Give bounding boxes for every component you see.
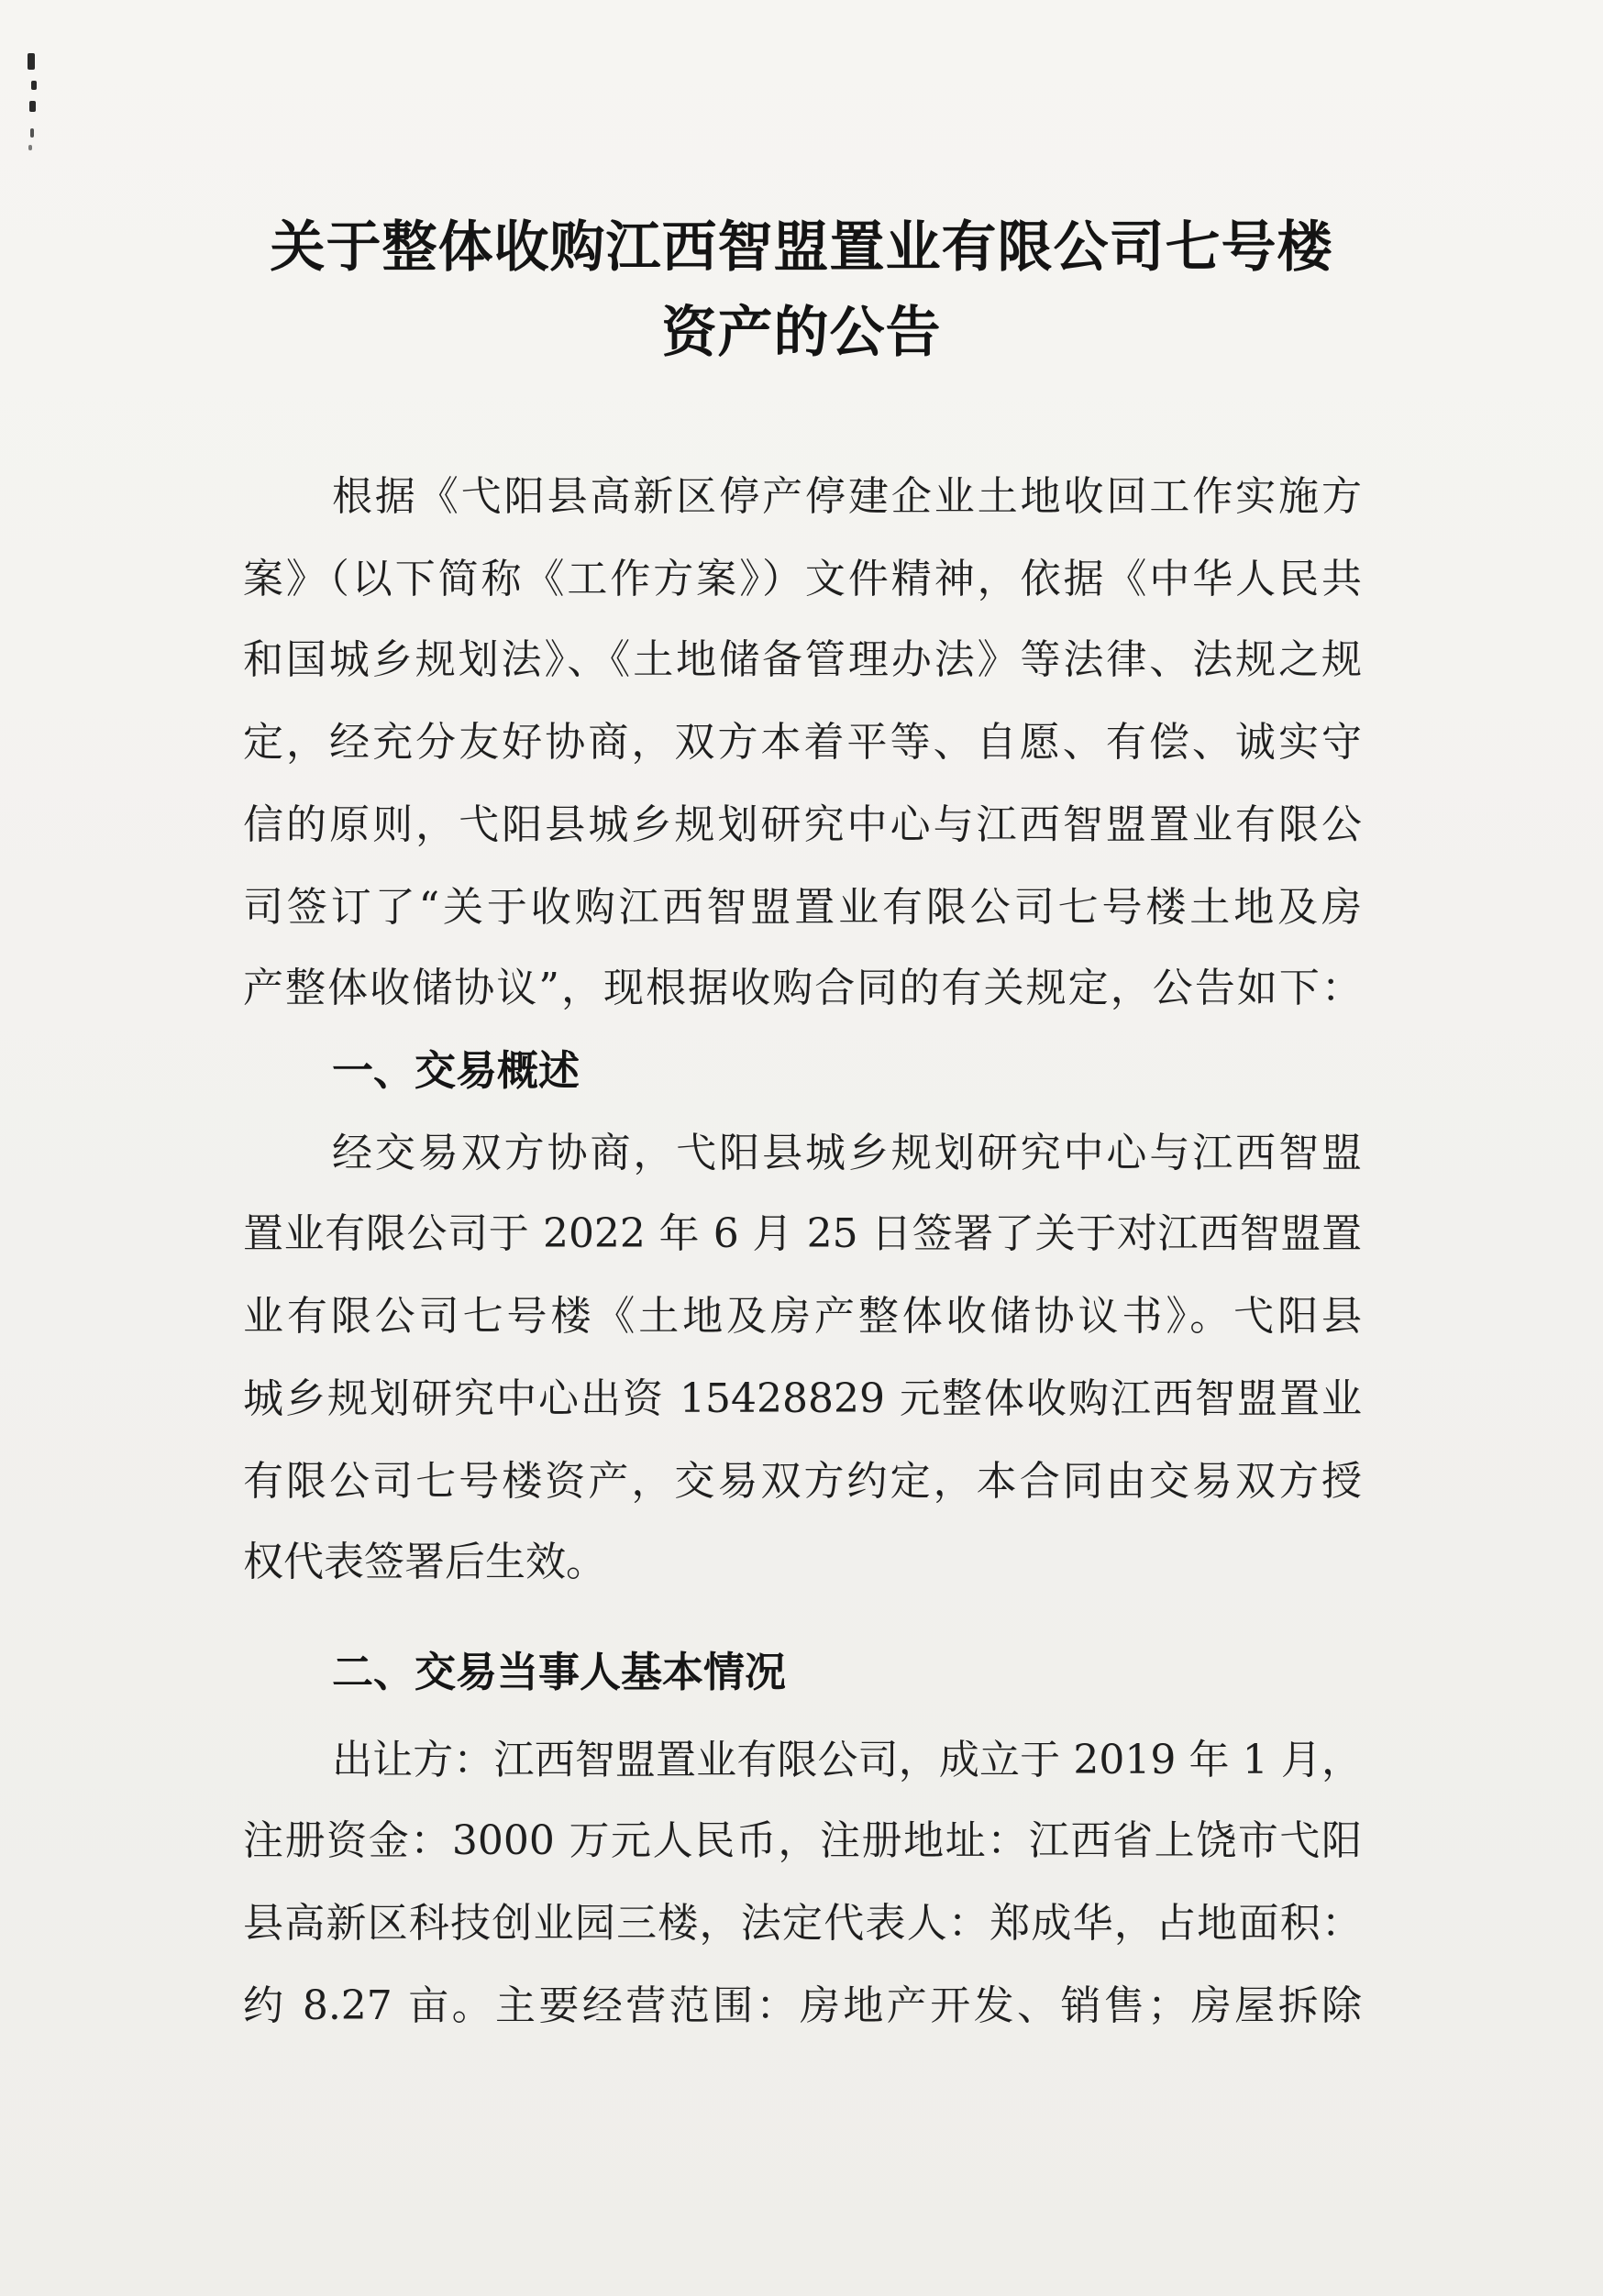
paragraph-line: 案》（以下简称《工作方案》）文件精神，依据《中华人民共 [243, 556, 1362, 602]
paragraph-line: 注册资金：3000 万元人民币，注册地址：江西省上饶市弋阳 [243, 1817, 1362, 1864]
document-title-line-2: 资产的公告 [661, 301, 942, 365]
paragraph-line: 出让方：江西智盟置业有限公司，成立于 2019 年 1 月， [332, 1737, 1362, 1783]
binding-mark [28, 145, 32, 150]
paragraph-line: 权代表签署后生效。 [243, 1539, 606, 1585]
paragraph-line: 产整体收储协议”，现根据收购合同的有关规定，公告如下： [243, 965, 1362, 1011]
binding-mark [30, 128, 34, 138]
binding-mark [29, 101, 36, 112]
paragraph-line: 司签订了“关于收购江西智盟置业有限公司七号楼土地及房 [243, 884, 1362, 931]
section-heading-2: 二、交易当事人基本情况 [332, 1648, 787, 1696]
paragraph-line: 城乡规划研究中心出资 15428829 元整体收购江西智盟置业 [243, 1375, 1362, 1422]
paragraph-line: 定，经充分友好协商，双方本着平等、自愿、有偿、诚实守 [243, 719, 1362, 766]
paragraph-line: 经交易双方协商，弋阳县城乡规划研究中心与江西智盟 [332, 1130, 1362, 1176]
paragraph-line: 有限公司七号楼资产，交易双方约定，本合同由交易双方授 [243, 1458, 1362, 1505]
paragraph-line: 县高新区科技创业园三楼，法定代表人：郑成华，占地面积： [243, 1900, 1362, 1947]
paragraph-line: 置业有限公司于 2022 年 6 月 25 日签署了关于对江西智盟置 [243, 1210, 1362, 1257]
document-title-line-1: 关于整体收购江西智盟置业有限公司七号楼 [270, 215, 1333, 280]
paragraph-line: 和国城乡规划法》、《土地储备管理办法》等法律、法规之规 [243, 636, 1362, 683]
section-heading-1: 一、交易概述 [332, 1046, 580, 1095]
paragraph-line: 约 8.27 亩。主要经营范围：房地产开发、销售；房屋拆除 [243, 1982, 1362, 2029]
binding-mark [31, 81, 37, 90]
paragraph-line: 信的原则，弋阳县城乡规划研究中心与江西智盟置业有限公 [243, 801, 1362, 848]
binding-mark [28, 53, 35, 70]
paragraph-line: 根据《弋阳县高新区停产停建企业土地收回工作实施方 [332, 473, 1362, 520]
paragraph-line: 业有限公司七号楼《土地及房产整体收储协议书》。弋阳县 [243, 1293, 1362, 1340]
